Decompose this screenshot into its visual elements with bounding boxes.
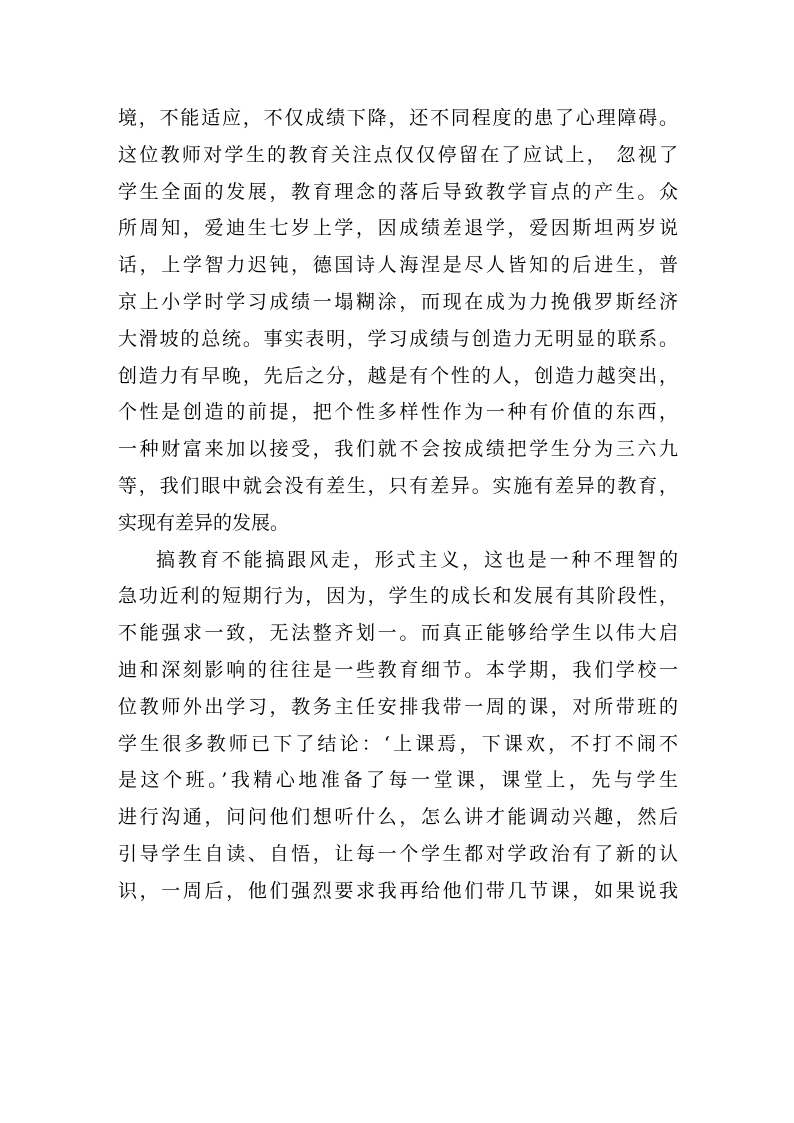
text-line: 急功近利的短期行为，因为，学生的成长和发展有其阶段性， bbox=[118, 585, 678, 608]
text-line: 话，上学智力迟钝，德国诗人海涅是尽人皆知的后进生，普 bbox=[118, 254, 678, 277]
text-line: 学生全面的发展，教育理念的落后导致教学盲点的产生。众 bbox=[118, 180, 678, 203]
body-text bbox=[118, 100, 678, 910]
text-line: 是这个班。’我精心地准备了每一堂课，课堂上，先与学生 bbox=[118, 769, 678, 792]
text-line: 不能强求一致，无法整齐划一。而真正能够给学生以伟大启 bbox=[118, 622, 678, 645]
text-line: 学生很多教师已下了结论：‘上课焉，下课欢，不打不闹不 bbox=[118, 732, 678, 755]
text-line: 位教师外出学习，教务主任安排我带一周的课，对所带班的 bbox=[118, 695, 678, 718]
text-line: 京上小学时学习成绩一塌糊涂，而现在成为力挽俄罗斯经济 bbox=[118, 290, 678, 313]
text-line: 一种财富来加以接受，我们就不会按成绩把学生分为三六九 bbox=[118, 438, 678, 461]
text-line: 进行沟通，问问他们想听什么，怎么讲才能调动兴趣，然后 bbox=[118, 806, 678, 829]
text-line: 所周知，爱迪生七岁上学，因成绩差退学，爱因斯坦两岁说 bbox=[118, 217, 678, 240]
text-line: 创造力有早晚，先后之分，越是有个性的人，创造力越突出， bbox=[118, 364, 678, 387]
text-line: 个性是创造的前提，把个性多样性作为一种有价值的东西， bbox=[118, 401, 678, 424]
text-line: 识，一周后，他们强烈要求我再给他们带几节课，如果说我 bbox=[118, 879, 678, 902]
text-line: 等，我们眼中就会没有差生，只有差异。实施有差异的教育， bbox=[118, 474, 678, 497]
text-line: 搞教育不能搞跟风走，形式主义，这也是一种不理智的 bbox=[156, 548, 678, 571]
text-line: 大滑坡的总统。事实表明，学习成绩与创造力无明显的联系。 bbox=[118, 327, 678, 350]
text-line: 迪和深刻影响的往往是一些教育细节。本学期，我们学校一 bbox=[118, 658, 678, 681]
text-line: 实现有差异的发展。 bbox=[118, 511, 290, 534]
text-line: 这位教师对学生的教育关注点仅仅停留在了应试上， 忽视了 bbox=[118, 143, 678, 166]
text-line: 境，不能适应，不仅成绩下降，还不同程度的患了心理障碍。 bbox=[118, 107, 678, 129]
text-line: 引导学生自读、自悟，让每一个学生都对学政治有了新的认 bbox=[118, 842, 678, 865]
